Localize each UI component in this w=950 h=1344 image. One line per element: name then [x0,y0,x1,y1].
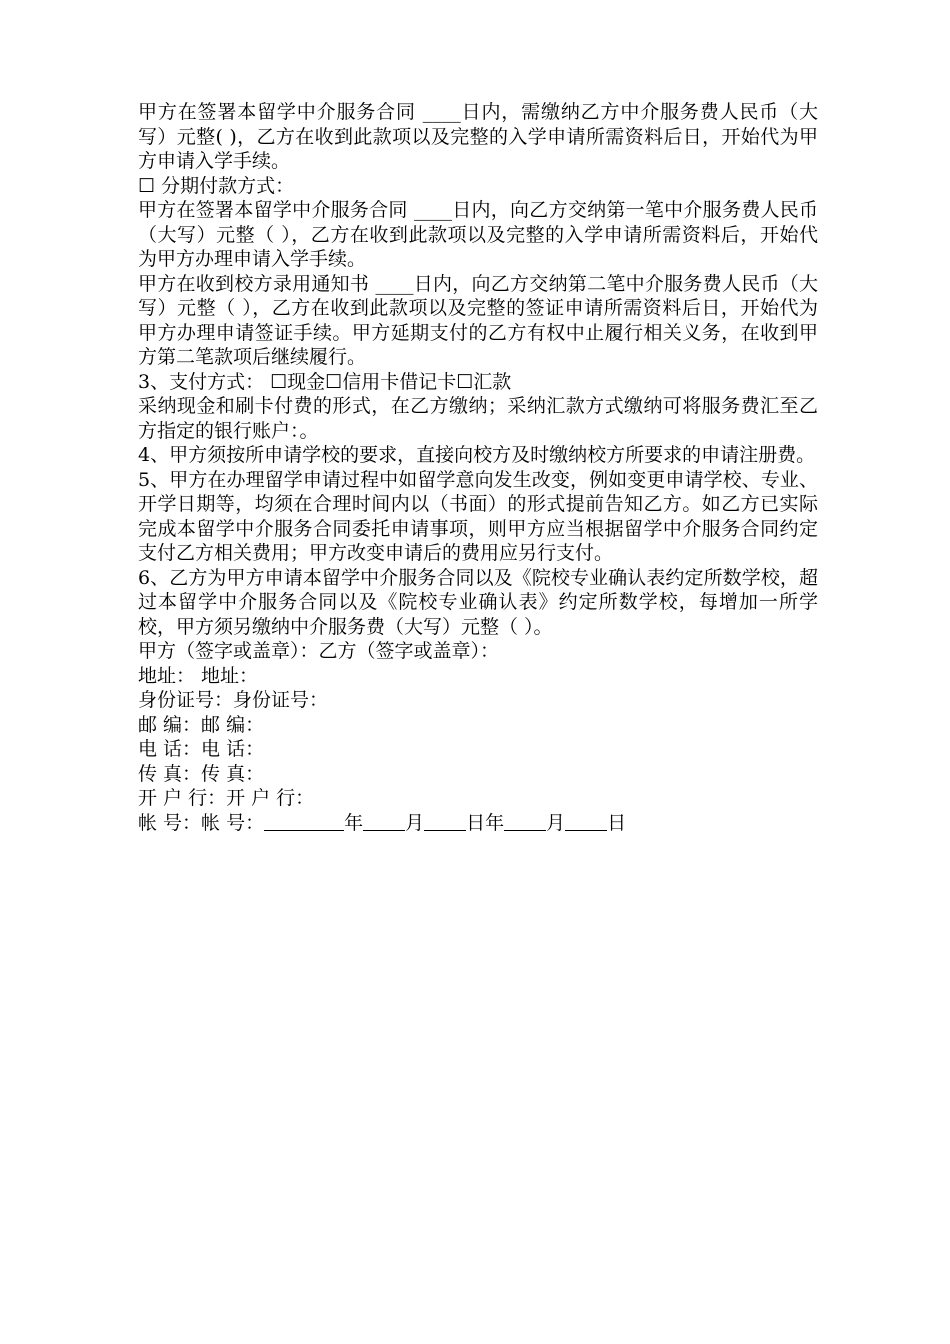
installment-heading: ☐ 分期付款方式： [138,174,295,197]
signature-id-number: 身份证号：身份证号： [138,689,329,711]
clause-4: 4、甲方须按所申请学校的要求，直接向校方及时缴纳校方所要求的申请注册费。 [138,444,816,466]
month-blank-1[interactable] [363,812,405,831]
year-blank-1[interactable] [264,812,344,831]
clause-3-heading: 3、支付方式： ☐现金☐信用卡借记卡☐汇款 [138,370,512,393]
signature-account-label: 帐 号：帐 号： [138,811,265,834]
clause-6: 6、乙方为甲方申请本留学中介服务合同以及《院校专业确认表约定所数学校，超过本留学中介服务合同以及《院校专业确认表》约定所数学校，每增加一所学校，甲方须另缴纳中介服务费（大写）元整（ ）。 [138,566,818,638]
clause-5: 5、甲方在办理留学申请过程中如留学意向发生改变，例如变更申请学校、专业、开学日期等，均须在合理时间内以（书面）的形式提前告知乙方。如乙方已实际完成本留学中介服务合同委托申请事项，则甲方应当根据留学中介服务合同约定支付乙方相关费用；甲方改变申请后的费用应另行支付。 [138,468,818,564]
signature-parties: 甲方（签字或盖章）：乙方（签字或盖章）： [138,640,500,662]
day-blank-2[interactable] [565,812,607,831]
installment-second-paragraph: 甲方在收到校方录用通知书 ____日内，向乙方交纳第二笔中介服务费人民币（大写）元整（ ），乙方在收到此款项以及完整的签证申请所需资料后日，开始代为甲方办理申请签证手续。甲方延期支付的乙方有权中止履行相关义务，在收到甲方第二笔款项后继续履行。 [138,272,818,368]
signature-account-date-row [138,811,818,836]
month-label-1: 月 [405,811,425,834]
year-label-1: 年 [344,811,364,834]
day-year-label: 日年 [466,811,505,834]
month-blank-2[interactable] [504,812,546,831]
signature-fax: 传 真：传 真： [138,762,265,785]
month-label-2: 月 [546,811,566,834]
clause-3-body: 采纳现金和刷卡付费的形式，在乙方缴纳；采纳汇款方式缴纳可将服务费汇至乙方指定的银行账户：。 [138,395,818,442]
signature-bank: 开 户 行：开 户 行： [138,787,315,809]
day-blank-1[interactable] [424,812,466,831]
full-payment-paragraph: 甲方在签署本留学中介服务合同 ____日内，需缴纳乙方中介服务费人民币（大写）元整( )，乙方在收到此款项以及完整的入学申请所需资料后日，开始代为甲方申请入学手续。 [138,101,818,172]
day-label-2: 日 [607,811,627,834]
signature-postcode: 邮 编：邮 编： [138,713,265,736]
contract-page [138,100,818,835]
installment-first-paragraph: 甲方在签署本留学中介服务合同 ____日内，向乙方交纳第一笔中介服务费人民币（大写）元整（ ），乙方在收到此款项以及完整的入学申请所需资料后，开始代为甲方办理申请入学手续。 [138,199,818,270]
signature-address: 地址： 地址： [138,664,259,687]
signature-phone: 电 话：电 话： [138,738,265,760]
